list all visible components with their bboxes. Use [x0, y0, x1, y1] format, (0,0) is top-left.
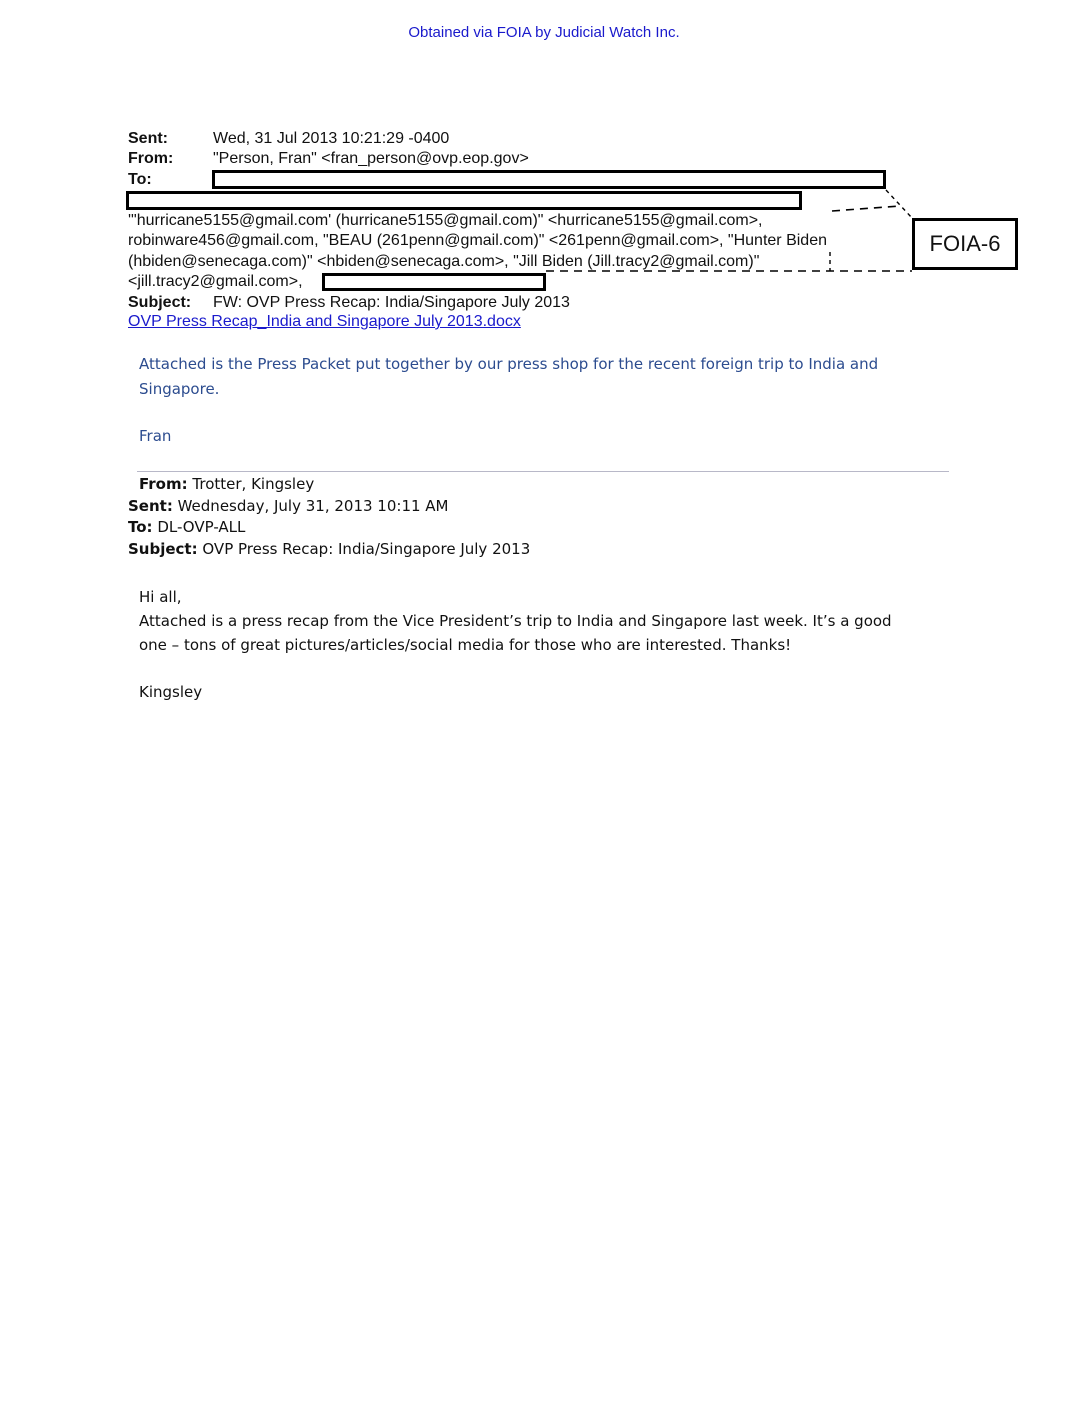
- email-body: [139, 609, 892, 657]
- recipient-line: robinware456@gmail.com, "BEAU (261penn@gmail.com)" <261penn@gmail.com>, "Hunter Biden: [128, 232, 827, 249]
- signature: Fran: [139, 427, 172, 445]
- foia-watermark: Obtained via FOIA by Judicial Watch Inc.: [408, 24, 680, 41]
- forwarded-subject-row: [128, 539, 530, 560]
- from-label: From:: [128, 150, 174, 167]
- subject-label: Subject:: [128, 540, 198, 558]
- divider: [137, 471, 949, 472]
- foia-stamp: FOIA-6: [912, 218, 1018, 270]
- to-value: DL-OVP-ALL: [157, 518, 246, 536]
- to-label: To:: [128, 171, 152, 188]
- greeting: Hi all,: [139, 588, 182, 606]
- attachment-link[interactable]: OVP Press Recap_India and Singapore July 2013.docx: [128, 313, 521, 330]
- recipient-line: (hbiden@senecaga.com)" <hbiden@senecaga.com>, "Jill Biden (Jill.tracy2@gmail.com)": [128, 253, 760, 270]
- to-label: To:: [128, 518, 153, 536]
- from-value: "Person, Fran" <fran_person@ovp.eop.gov>: [213, 150, 529, 167]
- recipient-line: <jill.tracy2@gmail.com>,: [128, 273, 303, 290]
- subject-value: FW: OVP Press Recap: India/Singapore July 2013: [213, 294, 570, 311]
- recipient-line: '"hurricane5155@gmail.com' (hurricane5155@gmail.com)" <hurricane5155@gmail.com>,: [128, 212, 763, 229]
- forwarded-sent-row: [128, 496, 449, 517]
- subject-value: OVP Press Recap: India/Singapore July 2013: [202, 540, 531, 558]
- sent-label: Sent:: [128, 130, 168, 147]
- forwarded-from-row: [139, 474, 314, 495]
- body-line: Singapore.: [139, 380, 220, 398]
- signature: Kingsley: [139, 683, 203, 701]
- body-line: Attached is the Press Packet put together by our press shop for the recent foreign trip to India and: [139, 355, 879, 373]
- sent-value: Wed, 31 Jul 2013 10:21:29 -0400: [213, 130, 450, 147]
- from-value: Trotter, Kingsley: [192, 475, 315, 493]
- sent-value: Wednesday, July 31, 2013 10:11 AM: [177, 497, 449, 515]
- email-body: [139, 352, 878, 402]
- forwarded-to-row: [128, 517, 245, 538]
- subject-label: Subject:: [128, 294, 192, 311]
- from-label: From:: [139, 475, 188, 493]
- body-line: Attached is a press recap from the Vice President’s trip to India and Singapore last week. It’s a good: [139, 612, 892, 630]
- sent-label: Sent:: [128, 497, 173, 515]
- body-line: one – tons of great pictures/articles/social media for those who are interested. Thanks!: [139, 636, 792, 654]
